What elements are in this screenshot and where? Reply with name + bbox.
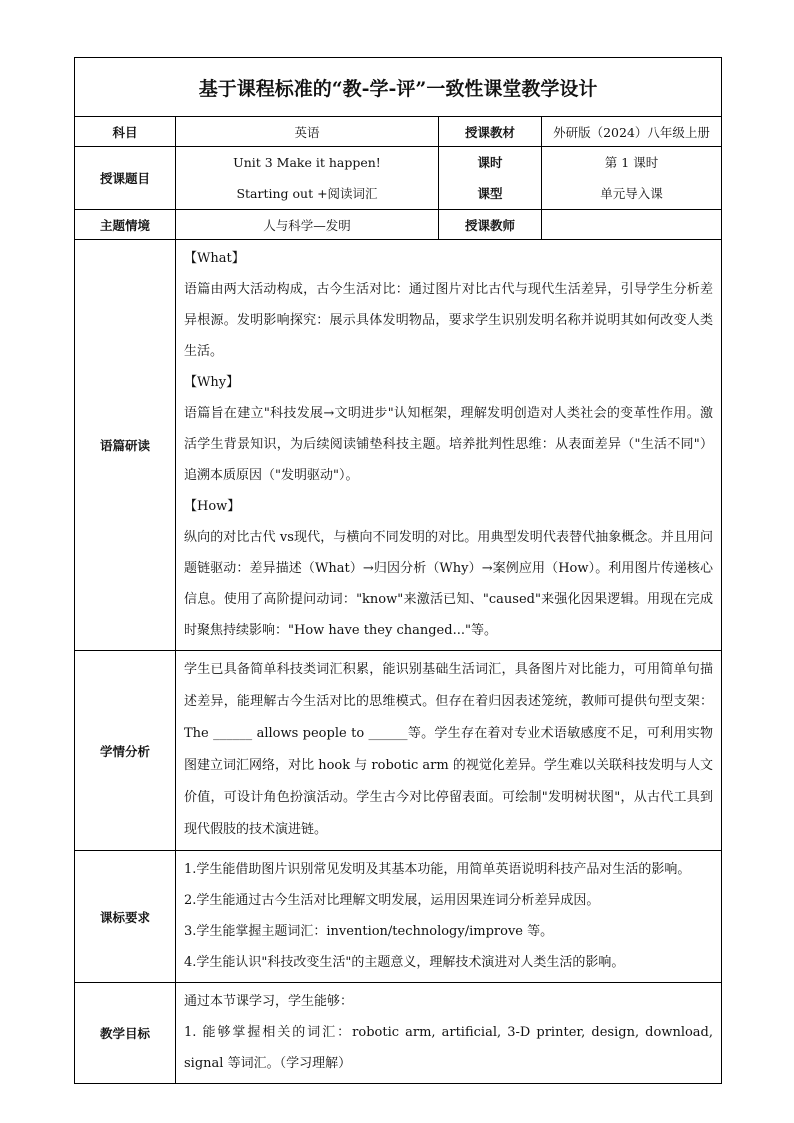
textbook-value: 外研版（2024）八年级上册 xyxy=(542,117,722,147)
page-title: 基于课程标准的“教-学-评”一致性课堂教学设计 xyxy=(75,58,722,117)
curriculum-standards-content xyxy=(176,851,722,983)
standard-item-3: 3.学生能掌握主题词汇：invention/technology/improve 等。 xyxy=(184,924,554,939)
how-paragraph: 纵向的对比古代 vs现代，与横向不同发明的对比。用典型发明代表替代抽象概念。并且用问题链驱动：差异描述（What）→归因分析（Why）→案例应用（How）。利用图片传递核心信息。使用了高阶提问动词："know"来激活已知、"caused"来强化因果逻辑。用现在完成时聚焦持续影响："How have they changed..."等。 xyxy=(184,530,714,638)
teaching-objectives-content xyxy=(176,983,722,1084)
how-heading: 【How】 xyxy=(184,499,241,514)
textbook-label: 授课教材 xyxy=(439,117,542,147)
subject-label: 科目 xyxy=(75,117,176,147)
lesson-topic-line1: Unit 3 Make it happen! xyxy=(233,155,381,170)
period-type-labels xyxy=(439,147,542,210)
learner-analysis-paragraph: 学生已具备简单科技类词汇积累，能识别基础生活词汇，具备图片对比能力，可用简单句描述差异，能理解古今生活对比的思维模式。但存在着归因表述笼统，教师可提供句型支架：The ______ allows people to ______等。学生存在着对专业术语敏感度不足，可利用实物图建立词汇网络，对比 hook 与 robotic arm 的视觉化差异。学生难以关联科技发明与人文价值，可设计角色扮演活动。学生古今对比停留表面。可绘制"发明树状图"，从古代工具到现代假肢的技术演进链。 xyxy=(184,662,714,837)
what-heading: 【What】 xyxy=(184,251,245,266)
standard-item-2: 2.学生能通过古今生活对比理解文明发展，运用因果连词分析差异成因。 xyxy=(184,893,600,908)
text-study-content xyxy=(176,240,722,651)
what-paragraph: 语篇由两大活动构成，古今生活对比：通过图片对比古代与现代生活差异，引导学生分析差异根源。发明影响探究：展示具体发明物品，要求学生识别发明名称并说明其如何改变人类生活。 xyxy=(184,282,714,359)
lesson-topic-line2: Starting out +阅读词汇 xyxy=(236,186,378,201)
period-label: 课时 xyxy=(477,155,503,170)
lesson-plan-table xyxy=(74,57,722,1084)
objectives-intro: 通过本节课学习，学生能够： xyxy=(184,994,354,1009)
lesson-type-label: 课型 xyxy=(477,186,503,201)
objective-item-1: 1. 能够掌握相关的词汇：robotic arm, artificial, 3-D printer, design, download, signal 等词汇。（学习理解） xyxy=(184,1025,714,1071)
learner-analysis-content xyxy=(176,651,722,851)
teacher-value xyxy=(542,210,722,240)
theme-label: 主题情境 xyxy=(75,210,176,240)
lesson-topic-value xyxy=(176,147,439,210)
subject-value: 英语 xyxy=(176,117,439,147)
why-heading: 【Why】 xyxy=(184,375,240,390)
curriculum-standards-label: 课标要求 xyxy=(75,851,176,983)
standard-item-1: 1.学生能借助图片识别常见发明及其基本功能，用简单英语说明科技产品对生活的影响。 xyxy=(184,862,691,877)
teaching-objectives-label: 教学目标 xyxy=(75,983,176,1084)
period-value: 第 1 课时 xyxy=(604,155,659,170)
lesson-topic-label: 授课题目 xyxy=(75,147,176,210)
learner-analysis-label: 学情分析 xyxy=(75,651,176,851)
standard-item-4: 4.学生能认识"科技改变生活"的主题意义，理解技术演进对人类生活的影响。 xyxy=(184,955,625,970)
period-type-values xyxy=(542,147,722,210)
lesson-type-value: 单元导入课 xyxy=(600,186,663,201)
teacher-label: 授课教师 xyxy=(439,210,542,240)
text-study-label: 语篇研读 xyxy=(75,240,176,651)
why-paragraph: 语篇旨在建立"科技发展→文明进步"认知框架，理解发明创造对人类社会的变革性作用。激活学生背景知识，为后续阅读铺垫科技主题。培养批判性思维：从表面差异（"生活不同"）追溯本质原因（"发明驱动"）。 xyxy=(184,406,714,483)
theme-value: 人与科学—发明 xyxy=(176,210,439,240)
